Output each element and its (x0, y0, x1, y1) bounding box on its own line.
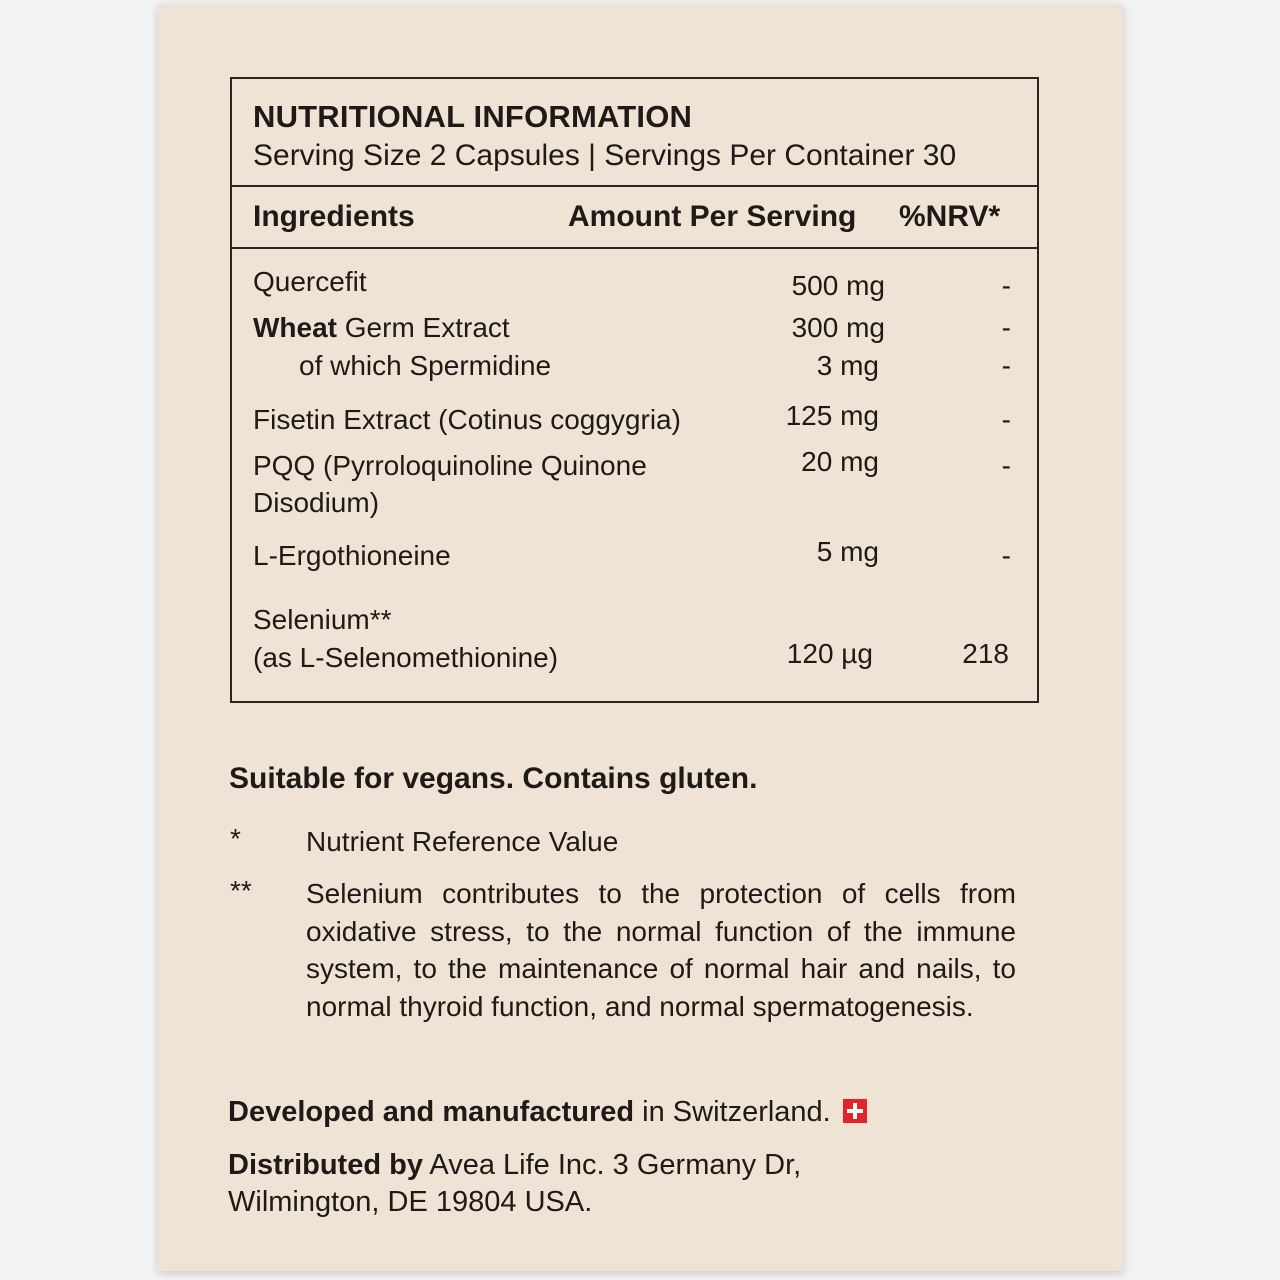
distributor-line2: Wilmington, DE 19804 USA. (228, 1186, 593, 1218)
ingredient-nrv: - (1001, 540, 1011, 571)
footnote-nrv (230, 823, 1020, 863)
ingredient-nrv: 218 (962, 638, 1009, 669)
origin-line (228, 1096, 867, 1129)
nutrition-panel (230, 77, 1039, 703)
ingredient-name: of which Spermidine (299, 350, 552, 381)
footnote-text: Nutrient Reference Value (306, 826, 619, 857)
ingredient-amount: 125 mg (785, 400, 879, 431)
distributor-block (228, 1147, 801, 1221)
ingredient-name-rest: Germ Extract (337, 312, 510, 343)
ingredient-name-line2: Disodium) (253, 487, 380, 518)
ingredient-nrv: - (1001, 404, 1011, 435)
ingredient-name-line2: (as L-Selenomethionine) (253, 642, 559, 673)
ingredient-amount: 300 mg (791, 312, 885, 343)
footnote-mark: ** (230, 875, 252, 906)
ingredients-header: Ingredients (253, 200, 415, 233)
ingredient-amount: 3 mg (816, 350, 879, 381)
ingredient-nrv: - (1001, 270, 1011, 301)
origin-bold: Developed and manufactured (228, 1096, 635, 1128)
nrv-header: %NRV* (899, 200, 1001, 233)
ingredient-name-line1: Selenium** (253, 604, 392, 635)
serving-info: Serving Size 2 Capsules | Servings Per Container 30 (253, 139, 957, 172)
ingredient-amount: 5 mg (816, 536, 879, 567)
distributor-bold: Distributed by (228, 1149, 423, 1181)
ingredient-name: Quercefit (253, 266, 367, 297)
footnote-mark: * (230, 823, 241, 854)
amount-header: Amount Per Serving (568, 200, 857, 233)
ingredient-name: Fisetin Extract (Cotinus coggygria) (253, 404, 681, 435)
ingredient-amount: 500 mg (791, 270, 885, 301)
ingredient-name (253, 309, 510, 346)
ingredient-nrv: - (1001, 450, 1011, 481)
distributor-rest: Avea Life Inc. 3 Germany Dr, (422, 1149, 802, 1181)
label-card (158, 5, 1123, 1271)
panel-header (232, 79, 1037, 187)
swiss-flag-icon (843, 1099, 867, 1123)
panel-title: NUTRITIONAL INFORMATION (253, 99, 693, 134)
ingredient-nrv: - (1001, 312, 1011, 343)
origin-rest: in Switzerland. (634, 1096, 831, 1128)
ingredient-nrv: - (1001, 350, 1011, 381)
footnote-selenium (230, 875, 1020, 1070)
ingredient-amount: 20 mg (801, 446, 879, 477)
ingredient-name-line1: PQQ (Pyrroloquinoline Quinone (253, 450, 647, 481)
column-headers (232, 187, 1037, 249)
footnote-text: Selenium contributes to the protection of cells from oxidative stress, to the normal function of the immune system, to the maintenance of normal hair and nails, to normal thyroid function, and normal spermatogenesis. (306, 878, 1016, 1022)
ingredient-name-bold: Wheat (253, 312, 337, 343)
dietary-statement: Suitable for vegans. Contains gluten. (229, 762, 758, 795)
distributor-line1 (228, 1147, 801, 1184)
ingredient-name: L-Ergothioneine (253, 540, 451, 571)
ingredient-amount: 120 µg (786, 638, 873, 669)
